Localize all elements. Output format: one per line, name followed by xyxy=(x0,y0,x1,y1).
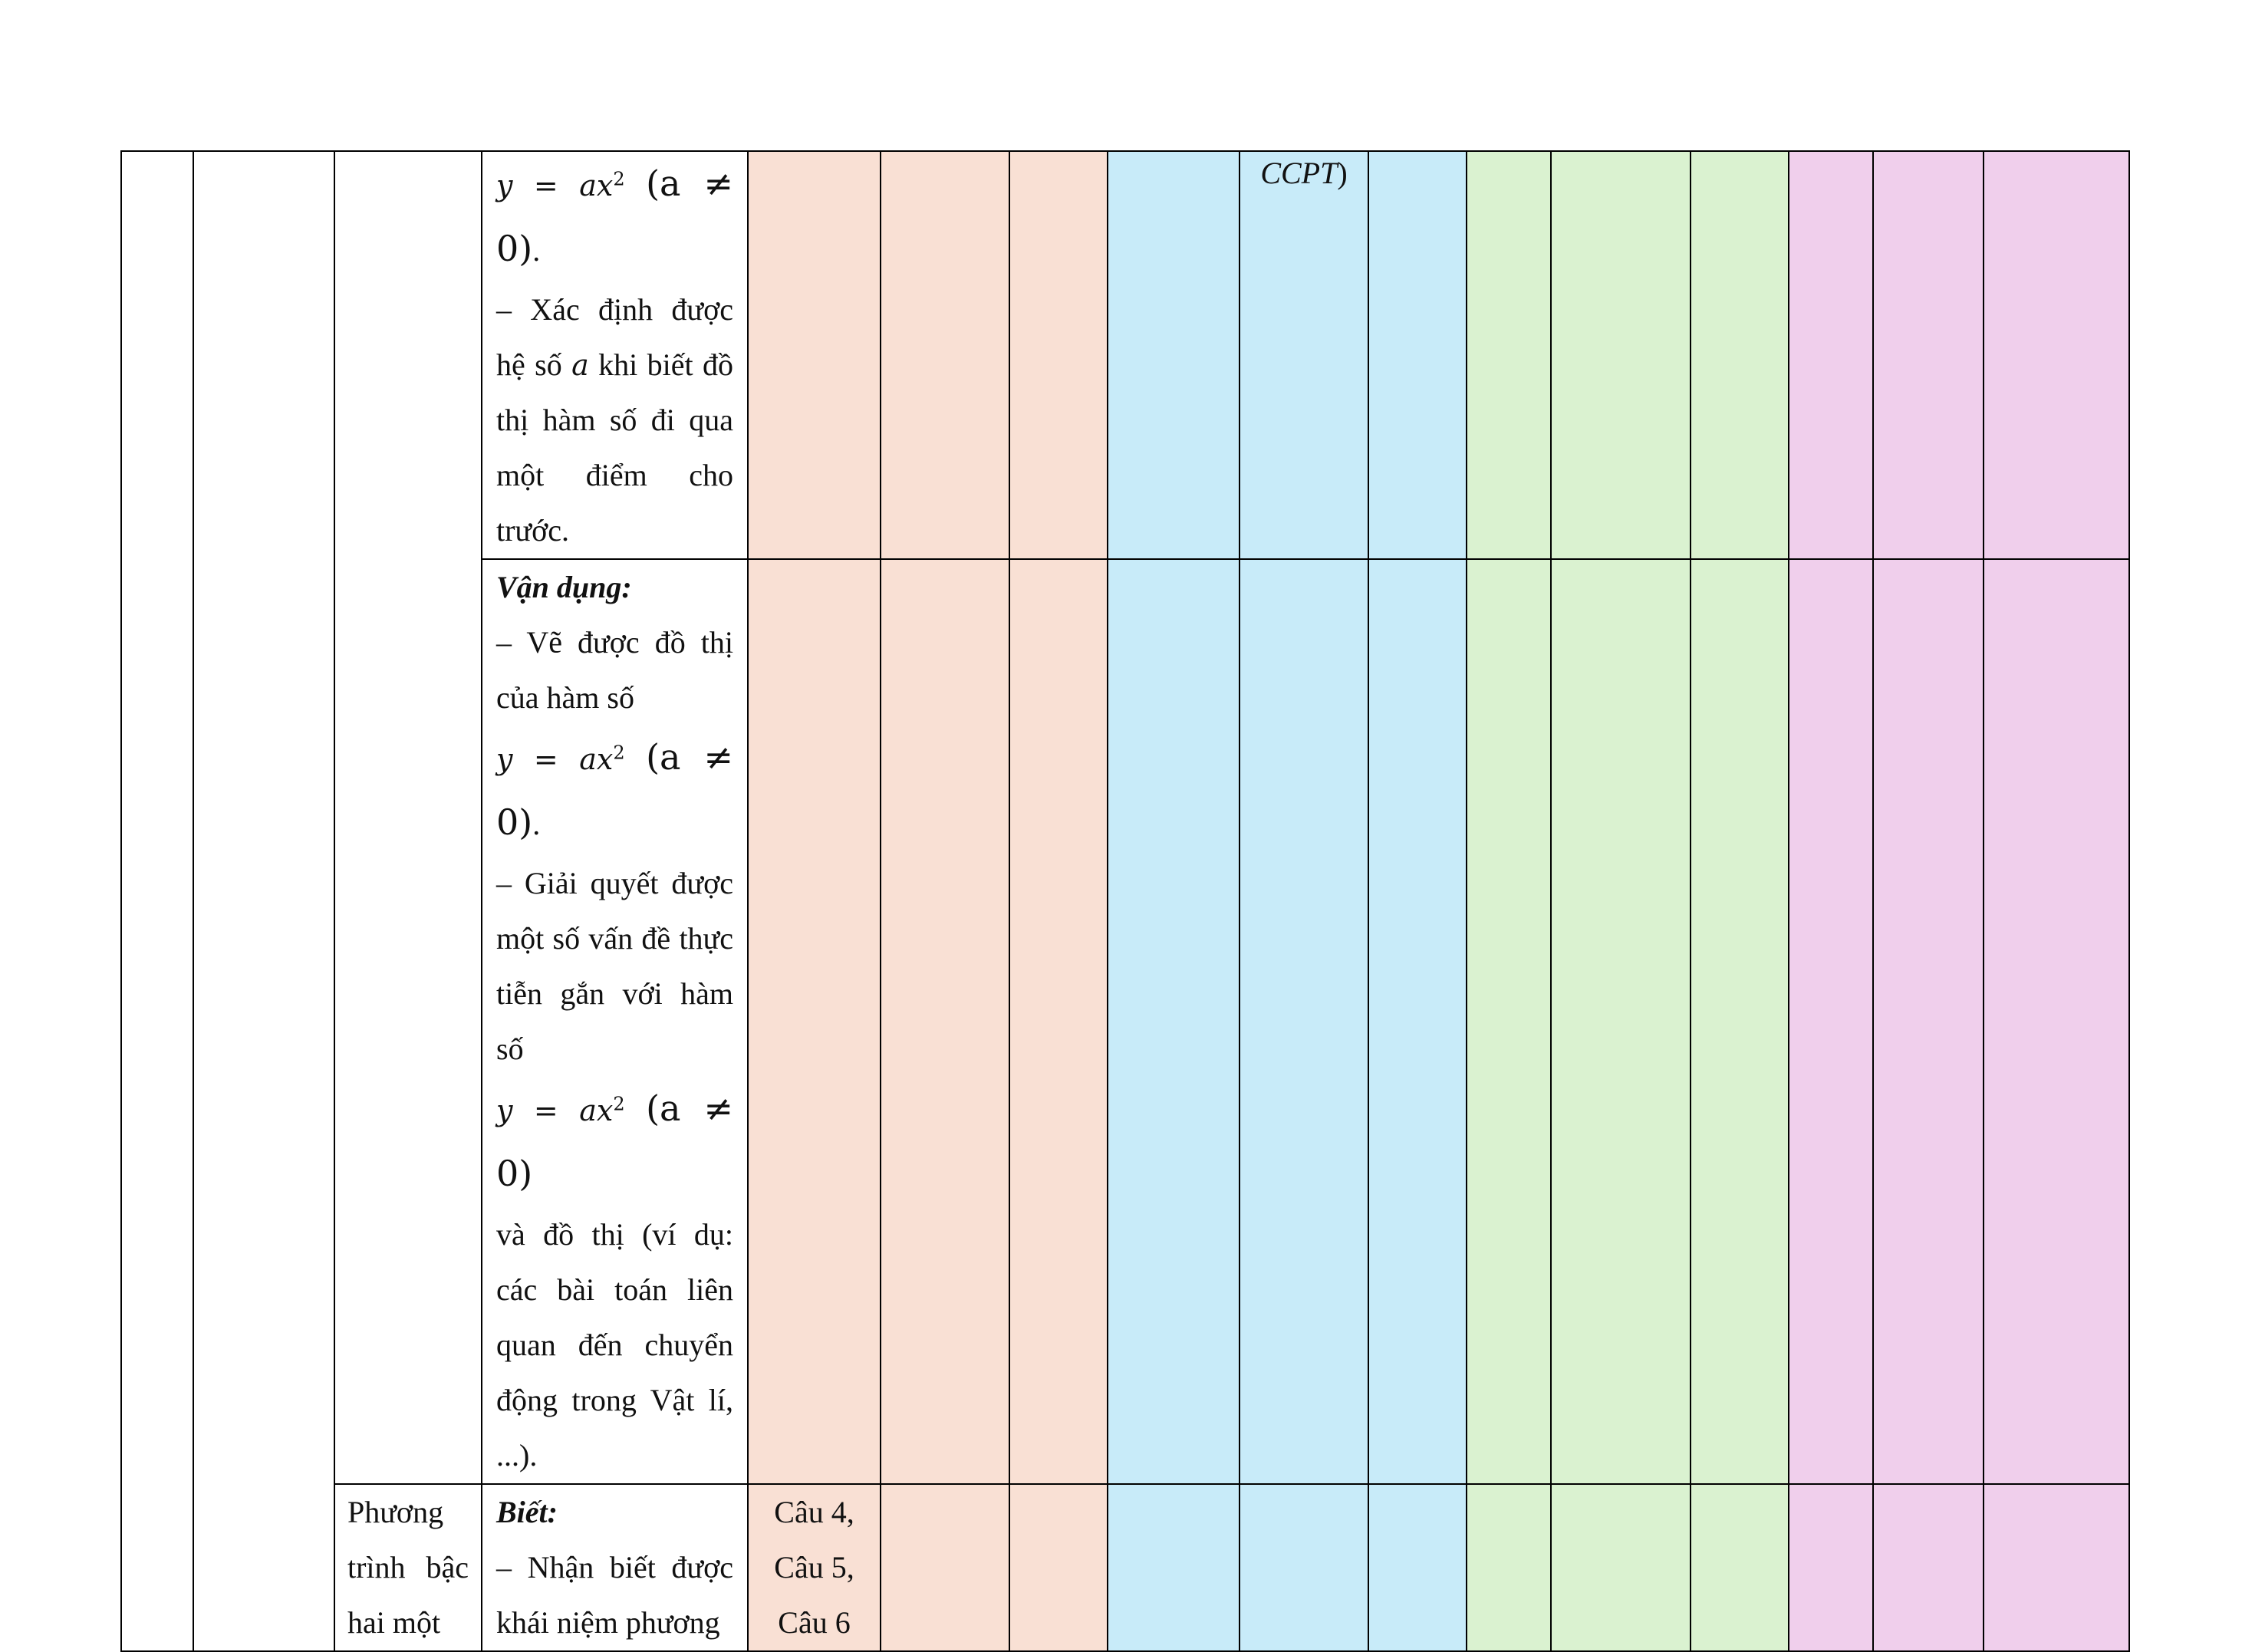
level-cell xyxy=(1108,559,1240,1484)
content-cell xyxy=(482,151,748,559)
table-row xyxy=(121,151,2129,559)
question-label: Câu 4, xyxy=(774,1495,854,1529)
level-cell xyxy=(1789,151,1873,559)
chapter-cell xyxy=(193,151,334,1651)
level-cell xyxy=(1551,559,1691,1484)
level-cell xyxy=(1368,1484,1467,1651)
level-heading: Biết: xyxy=(496,1495,558,1529)
level-cell xyxy=(1984,559,2129,1484)
level-cell xyxy=(1551,1484,1691,1651)
level-cell xyxy=(881,1484,1009,1651)
question-label: Câu 5, xyxy=(774,1550,854,1585)
level-cell xyxy=(1551,151,1691,559)
level-cell xyxy=(1691,151,1789,559)
table-row xyxy=(121,1484,2129,1651)
level-cell xyxy=(1009,559,1108,1484)
level-cell xyxy=(1467,559,1551,1484)
objective-text: – Nhận biết được khái niệm phương xyxy=(496,1550,733,1640)
content-cell xyxy=(482,1484,748,1651)
level-heading: Vận dụng: xyxy=(496,570,632,604)
level-cell xyxy=(1984,1484,2129,1651)
level-cell xyxy=(1873,559,1984,1484)
objective-text: – Xác định được hệ số a khi biết đồ thị hàm số đi qua một điểm cho trước. xyxy=(496,292,734,548)
level-cell xyxy=(1691,1484,1789,1651)
level-cell xyxy=(1108,1484,1240,1651)
stt-cell xyxy=(121,151,193,1651)
level-cell xyxy=(1368,559,1467,1484)
level-cell xyxy=(748,559,881,1484)
level-cell xyxy=(1873,151,1984,559)
topic-cell xyxy=(334,151,482,1484)
level-cell xyxy=(881,559,1009,1484)
objective-text: và đồ thị (ví dụ: các bài toán liên quan đến chuyển động trong Vật lí, ...). xyxy=(496,1217,733,1473)
level-cell xyxy=(1789,559,1873,1484)
level-cell xyxy=(1691,559,1789,1484)
level-cell xyxy=(881,151,1009,559)
question-label: Câu 6 xyxy=(778,1605,851,1640)
formula: $y = ax^2$ (a ≠ 0) xyxy=(496,1088,733,1194)
level-cell xyxy=(1467,1484,1551,1651)
level-cell xyxy=(1009,151,1108,559)
topic-cell: Phương trình bậc hai một xyxy=(334,1484,482,1651)
formula: $y = ax^2$ (a ≠ 0). xyxy=(496,736,733,843)
objective-text: – Vẽ được đồ thị của hàm số xyxy=(496,625,733,715)
question-cell xyxy=(748,1484,881,1651)
level-cell xyxy=(1467,151,1551,559)
level-cell xyxy=(1368,151,1467,559)
level-cell xyxy=(1240,1484,1368,1651)
objective-text: – Giải quyết được một số vấn đề thực tiễn gắn với hàm số xyxy=(496,866,733,1066)
level-cell xyxy=(1789,1484,1873,1651)
level-cell xyxy=(1240,559,1368,1484)
level-cell xyxy=(1873,1484,1984,1651)
level-cell xyxy=(1984,151,2129,559)
level-cell xyxy=(1009,1484,1108,1651)
matrix-table xyxy=(120,150,2130,1652)
ccpt-cell xyxy=(1240,151,1368,559)
content-cell xyxy=(482,559,748,1484)
ccpt-label: CCPT) xyxy=(1260,156,1348,190)
level-cell xyxy=(748,151,881,559)
level-cell xyxy=(1108,151,1240,559)
formula: $y = ax^2$ (a ≠ 0). xyxy=(496,163,733,269)
